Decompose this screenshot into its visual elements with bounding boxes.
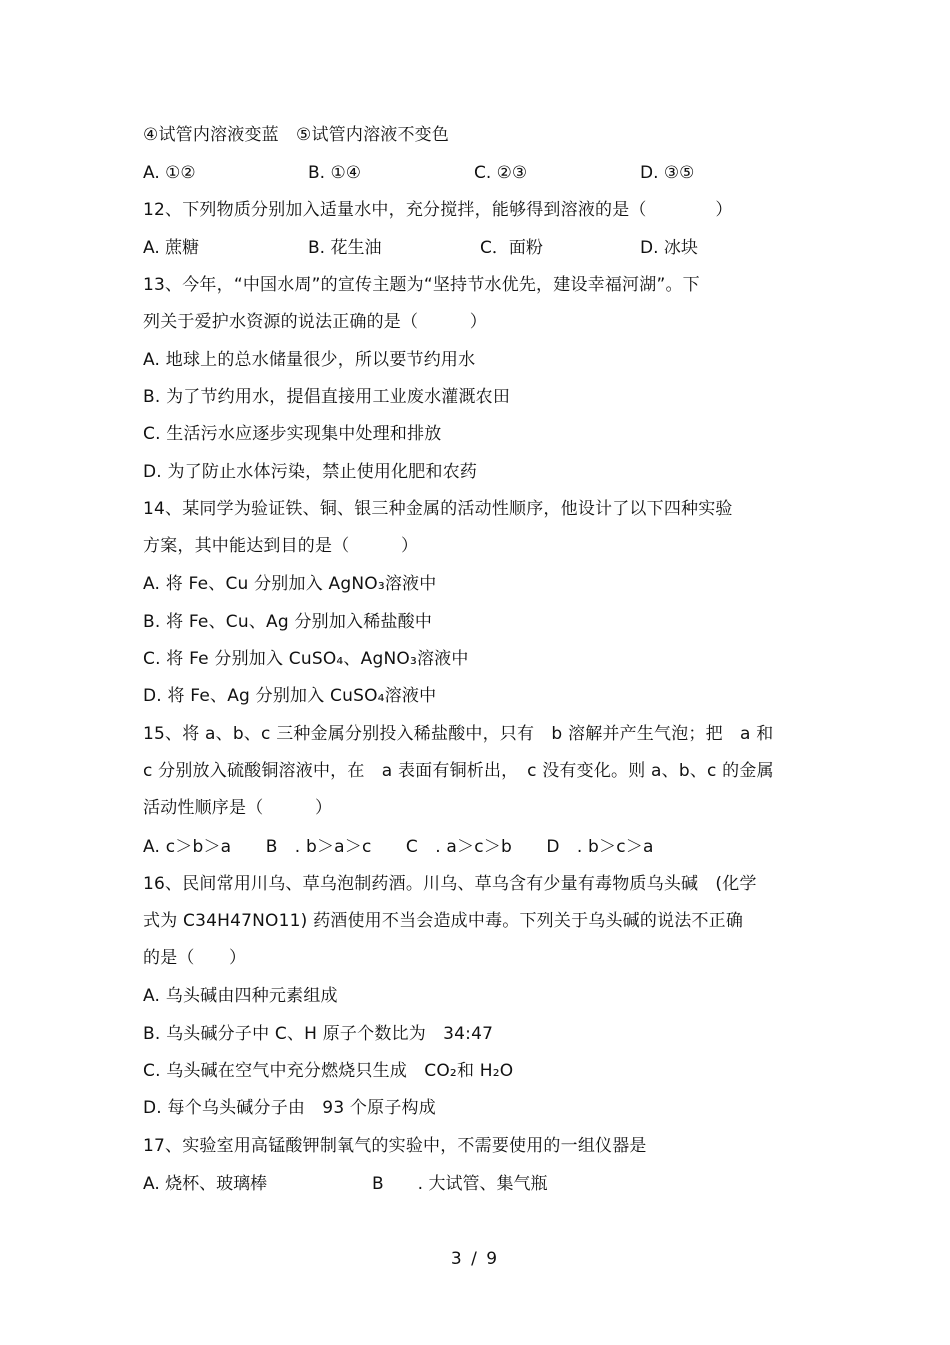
page-number: 3 / 9 <box>450 1249 500 1269</box>
q12-option-d: D. 冰块 <box>640 238 698 258</box>
q11-option-b: B. ①④ <box>308 163 361 183</box>
q15-options: A. c＞b＞a B . b＞a＞c C . a＞c＞b D . b＞c＞a <box>143 837 654 857</box>
q12-option-a: A. 蔗糖 <box>143 238 200 258</box>
q12-option-c: C．面粉 <box>480 238 543 258</box>
q13-option-b: B. 为了节约用水，提倡直接用工业废水灌溉农田 <box>143 387 511 407</box>
q16-option-c: C. 乌头碱在空气中充分燃烧只生成 CO₂和 H₂O <box>143 1061 514 1081</box>
q15-stem-line2: c 分别放入硫酸铜溶液中，在 a 表面有铜析出， c 没有变化。则 a、b、c 的金属 <box>143 761 774 781</box>
q11-continued-text: ④试管内溶液变蓝 ⑤试管内溶液不变色 <box>143 125 450 145</box>
q14-option-a: A. 将 Fe、Cu 分别加入 AgNO₃溶液中 <box>143 574 437 594</box>
q13-option-c: C. 生活污水应逐步实现集中处理和排放 <box>143 424 442 444</box>
q16-stem-line3: 的是（ ） <box>143 948 247 968</box>
q15-stem-line1: 15、将 a、b、c 三种金属分别投入稀盐酸中，只有 b 溶解并产生气泡；把 a 和 <box>143 724 774 744</box>
q11-option-d: D. ③⑤ <box>640 163 695 183</box>
q14-stem-line2: 方案，其中能达到目的是（ ） <box>143 536 419 556</box>
q16-option-b: B. 乌头碱分子中 C、H 原子个数比为 34:47 <box>143 1024 494 1044</box>
q11-option-c: C. ②③ <box>474 163 528 183</box>
q17-option-b: B . 大试管、集气瓶 <box>372 1174 548 1194</box>
q16-stem-line2: 式为 C34H47NO11) 药酒使用不当会造成中毒。下列关于乌头碱的说法不正确 <box>143 911 744 931</box>
q17-option-a: A. 烧杯、玻璃棒 <box>143 1174 268 1194</box>
q15-stem-line3: 活动性顺序是（ ） <box>143 798 333 818</box>
q16-option-a: A. 乌头碱由四种元素组成 <box>143 986 338 1006</box>
q14-option-c: C. 将 Fe 分别加入 CuSO₄、AgNO₃溶液中 <box>143 649 469 669</box>
q13-stem-line2: 列关于爱护水资源的说法正确的是（ ） <box>143 312 487 332</box>
q17-stem: 17、实验室用高锰酸钾制氧气的实验中，不需要使用的一组仪器是 <box>143 1136 647 1156</box>
q16-option-d: D. 每个乌头碱分子由 93 个原子构成 <box>143 1098 436 1118</box>
q14-option-b: B. 将 Fe、Cu、Ag 分别加入稀盐酸中 <box>143 612 433 632</box>
q13-stem-line1: 13、今年，“中国水周”的宣传主题为“坚持节水优先，建设幸福河湖”。下 <box>143 275 700 295</box>
q11-option-a: A. ①② <box>143 163 196 183</box>
q13-option-d: D. 为了防止水体污染，禁止使用化肥和农药 <box>143 462 478 482</box>
q16-stem-line1: 16、民间常用川乌、草乌泡制药酒。川乌、草乌含有少量有毒物质乌头碱 (化学 <box>143 874 757 894</box>
q13-option-a: A. 地球上的总水储量很少，所以要节约用水 <box>143 350 476 370</box>
q12-stem: 12、下列物质分别加入适量水中，充分搅拌，能够得到溶液的是（ ） <box>143 200 733 220</box>
q14-option-d: D. 将 Fe、Ag 分别加入 CuSO₄溶液中 <box>143 686 437 706</box>
q14-stem-line1: 14、某同学为验证铁、铜、银三种金属的活动性顺序，他设计了以下四种实验 <box>143 499 733 519</box>
q12-option-b: B. 花生油 <box>308 238 382 258</box>
